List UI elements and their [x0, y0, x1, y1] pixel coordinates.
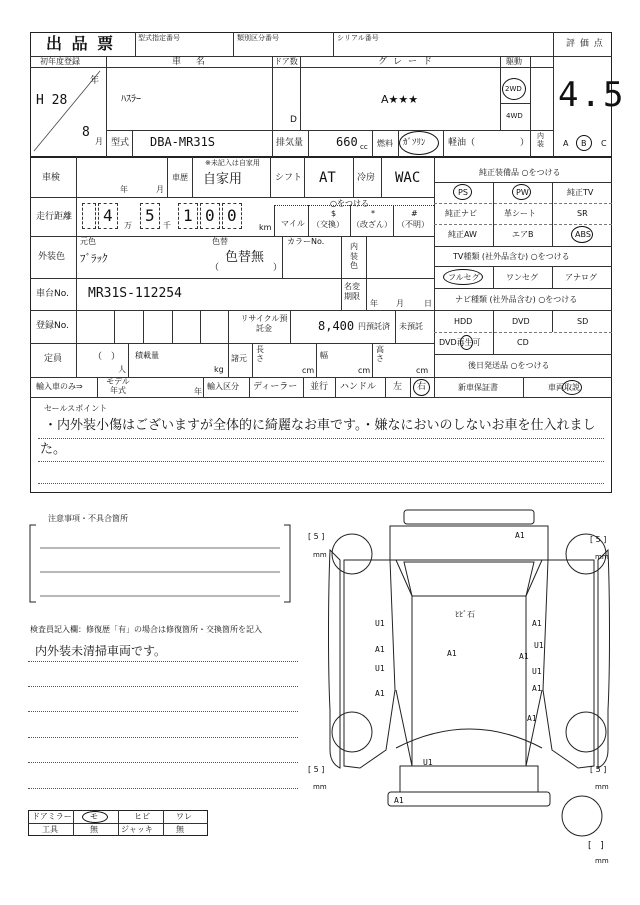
- first-reg-era: H 28: [36, 93, 68, 108]
- month-unit: 月: [95, 137, 103, 146]
- mileage-digit-3: 1: [183, 206, 193, 225]
- tread-fr-unit: mm: [595, 553, 609, 561]
- shift-label: シフト: [275, 173, 303, 183]
- inspector-text: 内外装未清掃車両です。: [35, 644, 167, 658]
- repaint-value: 色替無: [225, 250, 265, 265]
- orig-color-value: ﾌﾞﾗｯｸ: [80, 252, 108, 265]
- light-oil: 軽油（: [448, 138, 476, 148]
- eval-score: 4.5: [558, 75, 626, 115]
- tools-label: 工具: [42, 825, 58, 834]
- displacement-value: 660: [336, 135, 358, 149]
- name-change-month: 月: [396, 299, 404, 308]
- fuel-label: 燃料: [377, 139, 393, 148]
- ext-color-label: 外装色: [38, 252, 66, 262]
- width-label: 幅: [320, 351, 328, 360]
- fumei-symbol: #: [411, 209, 418, 218]
- mileage-digit-5: 0: [227, 206, 237, 225]
- kaizan-symbol: *: [371, 209, 375, 218]
- category-label: 類別区分番号: [237, 34, 279, 42]
- damage-u1-left-2: U1: [375, 664, 385, 673]
- navi-head: ナビ種類 (社外品含む) ○をつける: [455, 295, 578, 304]
- tread-rr-unit: mm: [595, 783, 609, 791]
- chassis-label: 車台No.: [36, 289, 69, 299]
- damage-u1-rear: U1: [423, 758, 433, 767]
- tread-spare: [ ]: [588, 841, 604, 851]
- model-label: 型式: [111, 138, 130, 148]
- tv-head: TV種類 (社外品含む) ○をつける: [453, 252, 570, 261]
- tv-analog: アナログ: [565, 273, 597, 282]
- displacement-label: 排気量: [276, 138, 304, 148]
- km-unit: km: [259, 223, 272, 232]
- damage-a1-left-1: A1: [375, 645, 385, 654]
- cc-unit: cc: [360, 143, 368, 151]
- deposit-label: 円預託済: [358, 322, 390, 331]
- name-change-year: 年: [370, 299, 378, 308]
- model-value: DBA-MR31S: [150, 135, 216, 149]
- sen-unit: 千: [163, 221, 171, 230]
- mileage-label: 走行距離: [36, 212, 73, 222]
- doors-label: ドア数: [274, 57, 298, 66]
- jack-label: ジャッキ: [121, 825, 153, 834]
- name-change-label: 名変期限: [344, 282, 360, 301]
- drive-2wd: 2WD: [505, 85, 522, 93]
- damage-a1-right-4: A1: [527, 714, 537, 723]
- damage-a1-right-3: A1: [532, 684, 542, 693]
- grade-value: A★★★: [381, 93, 419, 106]
- recycle-label: リサイクル預託金: [240, 314, 288, 333]
- mileage-digit-1: 4: [103, 206, 113, 225]
- dims-label: 諸元: [231, 354, 247, 363]
- document-title: 出 品 票: [46, 34, 116, 53]
- car-name: ﾊｽﾗｰ: [121, 94, 141, 105]
- tread-spare-unit: mm: [595, 857, 609, 865]
- type-designation-label: 型式指定番号: [138, 34, 180, 42]
- damage-a1-right-2: A1: [519, 652, 529, 661]
- damage-windshield: ﾋﾋﾞ石: [455, 610, 475, 619]
- dealer-label: ディーラー: [253, 382, 298, 392]
- interior-a: A: [563, 139, 569, 148]
- first-reg-label: 初年度登録: [40, 57, 80, 66]
- navi-dvd: DVD: [512, 317, 530, 326]
- fumei-label: （不明）: [397, 220, 429, 229]
- drive-4wd: 4WD: [506, 112, 523, 120]
- height-label: 高さ: [376, 345, 384, 363]
- sales-label: セールスポイント: [44, 404, 108, 413]
- fuel-gasoline: ｶﾞｿﾘﾝ: [403, 138, 426, 148]
- model-year-label: モデル年式: [106, 377, 130, 395]
- light-oil-close: ）: [520, 138, 530, 148]
- orig-color-label: 元色: [80, 237, 96, 246]
- swap-label: （交換）: [312, 220, 344, 229]
- recycle-value: 8,400: [318, 319, 355, 333]
- model-year-unit: 年: [194, 387, 202, 396]
- interior-b-circle: [576, 135, 592, 151]
- handle-label: ハンドル: [340, 382, 377, 392]
- equip-ps: PS: [458, 188, 468, 197]
- mirror-value: モ: [90, 812, 98, 821]
- tv-fullseg: フルセグ: [448, 273, 480, 282]
- load-label: 積載量: [135, 351, 159, 360]
- hibi-label: ヒビ: [134, 812, 150, 821]
- ware-label: ワレ: [176, 812, 192, 821]
- damage-u1-right-1: U1: [534, 641, 544, 650]
- tools-value: 無: [90, 825, 98, 834]
- interior-b: B: [581, 139, 587, 148]
- mirror-circle: [82, 811, 108, 823]
- mileage-digit-2: 5: [145, 206, 155, 225]
- interior-label: 内装: [537, 132, 544, 148]
- right-circle: [413, 379, 430, 396]
- navi-hdd: HDD: [454, 317, 473, 326]
- notes-bracket: [26, 514, 296, 609]
- undeposit-label: 未預託: [399, 322, 423, 331]
- name-label: 車 名: [172, 57, 211, 67]
- capacity-label: 定員: [44, 354, 63, 364]
- repaint-paren-open: （: [210, 263, 220, 273]
- serial-label: シリアル番号: [337, 34, 379, 42]
- parallel-label: 並行: [310, 382, 329, 392]
- equip-head: 純正装備品 ○をつける: [479, 168, 561, 177]
- import-type-label: 輸入区分: [207, 382, 239, 391]
- equip-navi: 純正ナビ: [445, 209, 477, 218]
- eval-label: 評 価 点: [566, 39, 604, 49]
- damage-a1-hood: A1: [515, 531, 525, 540]
- shift-value: AT: [319, 170, 336, 186]
- history-note: ※未記入は自家用: [205, 159, 260, 167]
- navi-sd: SD: [577, 317, 589, 326]
- later-warranty: 新車保証書: [458, 383, 498, 392]
- mile-label: マイル: [281, 219, 305, 228]
- damage-a1-right-1: A1: [532, 619, 542, 628]
- chassis-value: MR31S-112254: [88, 286, 182, 301]
- door-d: D: [290, 115, 297, 125]
- capacity-paren: （ ）: [93, 352, 121, 362]
- equip-abs-circle: [571, 226, 593, 243]
- shaken-year: 年: [120, 185, 128, 194]
- later-manual: 車両取説: [548, 383, 580, 392]
- ac-value: WAC: [395, 170, 421, 186]
- tread-rl: [ 5 ]: [308, 765, 325, 774]
- car-diagram: [300, 500, 640, 870]
- sales-text-line2: た。: [40, 442, 67, 457]
- import-label: 輸入車のみ⇒: [36, 382, 83, 391]
- year-unit: 年: [90, 76, 100, 86]
- inspector-label: 検査員記入欄：修復歴「有」の場合は修復箇所・交換箇所を記入: [30, 625, 262, 634]
- manual-circle: [562, 380, 582, 395]
- left-label: 左: [393, 382, 403, 392]
- notes-label: 注意事項・不具合箇所: [48, 514, 128, 523]
- repaint-paren-close: ）: [273, 263, 283, 273]
- tv-fullseg-circle: [443, 269, 483, 285]
- color-no-label: カラーNo.: [287, 237, 325, 246]
- interior-color-label: 内装色: [350, 242, 358, 271]
- damage-u1-left-1: U1: [375, 619, 385, 628]
- history-value: 自家用: [203, 172, 243, 187]
- dvd-play-circle: [460, 335, 473, 350]
- damage-a1-roof: A1: [447, 649, 457, 658]
- kaizan-label: （改ざん）: [352, 220, 392, 229]
- length-label: 長さ: [256, 345, 264, 363]
- tsukeru-note: ○をつける: [330, 199, 369, 208]
- height-cm: cm: [416, 366, 429, 375]
- later-head: 後日発送品 ○をつける: [468, 361, 550, 370]
- swap-symbol: $: [331, 209, 337, 218]
- tread-rl-unit: mm: [313, 783, 327, 791]
- equip-pw: PW: [516, 188, 529, 197]
- navi-dvd-play: DVD再生可: [439, 338, 481, 347]
- length-cm: cm: [302, 366, 315, 375]
- history-label: 車歴: [172, 173, 188, 182]
- repaint-label: 色替: [212, 237, 228, 246]
- sales-text-line1: ・内外装小傷はございますが全体的に綺麗なお車です。・嫌なにおいのしないお車を仕入れまし: [44, 418, 596, 433]
- equip-leather: 革シート: [504, 209, 536, 218]
- equip-pw-circle: [512, 184, 531, 200]
- right-label: 右: [417, 382, 427, 392]
- man-unit: 万: [124, 221, 132, 230]
- damage-a1-left-2: A1: [375, 689, 385, 698]
- tread-rr: [ 5 ]: [590, 765, 607, 774]
- tread-fl: [ 5 ]: [308, 532, 325, 541]
- navi-cd: CD: [517, 338, 529, 347]
- equip-aw: 純正AW: [448, 230, 477, 239]
- first-reg-month: 8: [82, 125, 90, 140]
- person-unit: 人: [118, 365, 126, 374]
- equip-abs: ABS: [575, 230, 591, 239]
- shaken-label: 車検: [42, 173, 61, 183]
- tv-oneseg: ワンセグ: [506, 273, 538, 282]
- grade-label: グレード: [378, 57, 439, 67]
- equip-tv: 純正TV: [567, 188, 594, 197]
- drive-2wd-circle: [502, 78, 526, 100]
- drive-label: 駆動: [506, 57, 522, 66]
- kg-unit: kg: [214, 365, 224, 374]
- equip-sr: SR: [577, 209, 588, 218]
- jack-value: 無: [176, 825, 184, 834]
- mileage-digit-4: 0: [205, 206, 215, 225]
- reg-no-label: 登録No.: [36, 321, 69, 331]
- mirror-label: ドアミラー: [32, 812, 72, 821]
- damage-u1-right-2: U1: [532, 667, 542, 676]
- equip-ps-circle: [453, 184, 472, 200]
- tread-fr: [ 5 ]: [590, 535, 607, 544]
- shaken-month: 月: [156, 185, 164, 194]
- interior-c: C: [601, 139, 607, 148]
- width-cm: cm: [358, 366, 371, 375]
- name-change-day: 日: [424, 299, 432, 308]
- damage-a1-rear-bumper: A1: [394, 796, 404, 805]
- tread-fl-unit: mm: [313, 551, 327, 559]
- fuel-circle: [399, 131, 439, 155]
- ac-label: 冷房: [357, 173, 376, 183]
- equip-airbag: エアB: [512, 230, 534, 239]
